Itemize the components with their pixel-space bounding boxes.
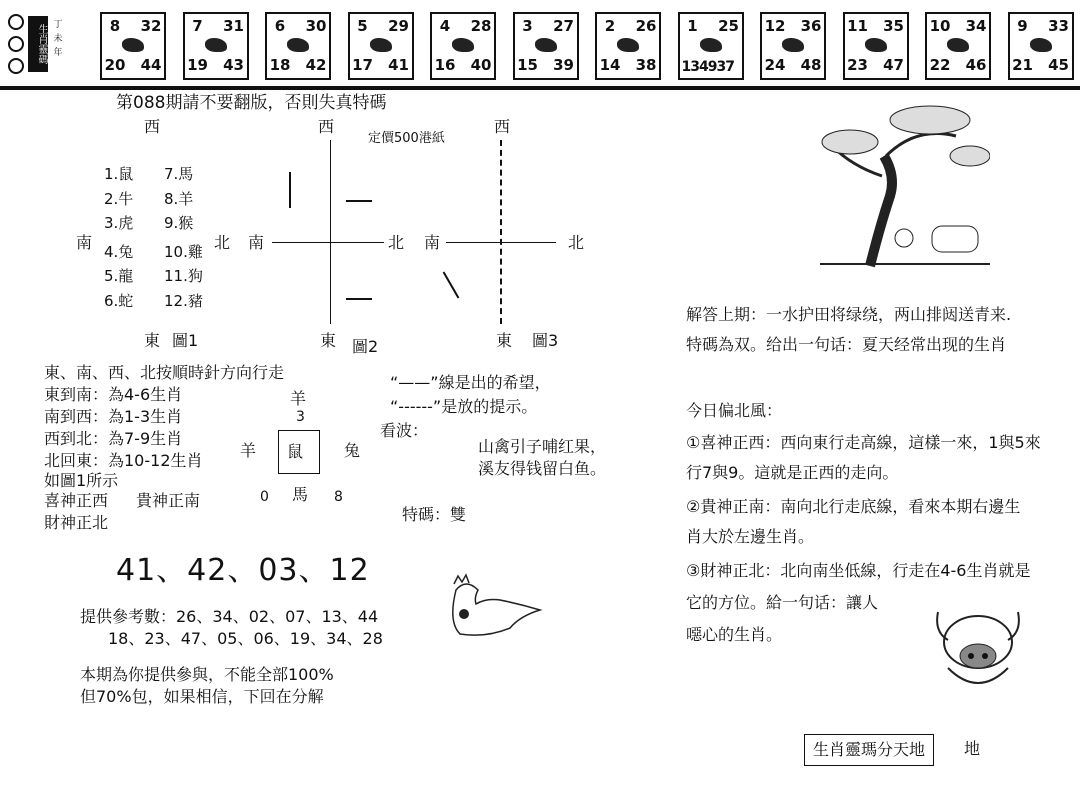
footer-brand: 生肖靈瑪分天地 — [804, 734, 934, 766]
zodiac-item: 5.龍 — [104, 267, 134, 285]
notice-text: 第088期請不要翻版，否則失真特碼 — [116, 93, 387, 113]
rule-line: 西到北：為7-9生肖 — [44, 429, 183, 448]
cell-number: 6 — [274, 17, 286, 35]
rule-line: 北回東：為10-12生肖 — [44, 451, 203, 470]
wind-line: 噁心的生肖。 — [686, 625, 783, 644]
zodiac-animal-icon — [287, 38, 309, 52]
cell-number: 41 — [388, 56, 409, 74]
fig1-north: 北 — [214, 233, 231, 252]
cell-number: 43 — [223, 56, 244, 74]
cell-number: 18 — [269, 56, 291, 74]
mini-right: 兔 — [344, 441, 361, 460]
kanbo-label: 看波： — [380, 421, 429, 440]
fig1-label: 圖1 — [172, 331, 199, 350]
wind-title: 今日偏北風： — [686, 401, 783, 420]
rule-line: 如圖1所示 — [44, 471, 119, 490]
cell-number: 10 — [929, 17, 951, 35]
answer-line: 解答上期：一水护田将绿绕，两山排闼送青来. — [686, 305, 1012, 324]
cell-number: 5 — [357, 17, 368, 35]
cell-number: 27 — [553, 17, 574, 35]
cell-number: 1 — [687, 17, 698, 35]
fig1-south: 南 — [76, 233, 93, 252]
zodiac-cell — [1008, 12, 1074, 80]
cell-number: 40 — [470, 56, 492, 74]
header-side-label: 生肖靈碼 — [28, 16, 48, 72]
cell-number: 33 — [1048, 17, 1069, 35]
zodiac-item: 4.兔 — [104, 242, 134, 261]
cell-number: 47 — [883, 56, 904, 74]
rule-line: 南到西：為1-3生肖 — [44, 407, 183, 426]
mini-top1: 羊 — [290, 389, 307, 408]
cell-number: 20 — [104, 56, 126, 74]
fig3-south: 南 — [424, 233, 441, 252]
ring-icon — [8, 14, 24, 30]
cell-number: 25 — [718, 17, 739, 35]
zodiac-animal-icon — [1030, 38, 1052, 52]
wind-line: ③財神正北：北向南坐低線，行走在4-6生肖就是 — [686, 561, 1031, 580]
mini-left: 羊 — [240, 441, 257, 460]
zodiac-item: 8.羊 — [164, 189, 194, 208]
wind-line: 行7與9。這就是正西的走向。 — [686, 463, 899, 482]
cell-number: 39 — [553, 56, 574, 74]
cell-number: 26 — [635, 17, 657, 35]
wind-line: 肖大於左邊生肖。 — [686, 527, 815, 546]
rule-line: 喜神正西 — [44, 491, 109, 510]
zodiac-cell — [430, 12, 496, 80]
zodiac-animal-icon — [617, 38, 639, 52]
cell-number: 15 — [517, 56, 538, 74]
zodiac-item: 2.牛 — [104, 189, 134, 208]
mini-center: 鼠 — [278, 430, 320, 474]
cell-number: 21 — [1012, 56, 1033, 74]
zodiac-animal-icon — [452, 38, 474, 52]
zodiac-animal-icon — [370, 38, 392, 52]
zodiac-cell — [595, 12, 661, 80]
cell-number: 38 — [635, 56, 657, 74]
fig2-east: 東 — [320, 331, 337, 350]
zodiac-animal-icon — [782, 38, 804, 52]
zodiac-cell — [100, 12, 166, 80]
cell-number: 12 — [764, 17, 786, 35]
zodiac-cell — [843, 12, 909, 80]
fig2-west: 西 — [318, 117, 335, 136]
zodiac-cell — [183, 12, 249, 80]
disclaimer: 本期為你提供參與，不能全部100% — [80, 665, 334, 684]
cell-number: 46 — [965, 56, 987, 74]
fig1-east: 東 — [144, 331, 161, 350]
mini-bottom3: 8 — [334, 489, 343, 505]
zodiac-cell — [348, 12, 414, 80]
cell-number: 14 — [599, 56, 621, 74]
cell-number: 9 — [1017, 17, 1028, 35]
zodiac-item: 9.猴 — [164, 214, 194, 232]
cell-number: 30 — [305, 17, 327, 35]
zodiac-animal-icon — [865, 38, 887, 52]
fig3-north: 北 — [568, 233, 585, 252]
rules-head: 東、南、西、北按順時針方向行走 — [44, 363, 285, 382]
answer-line: 特碼為双。给出一句话：夏天经常出现的生肖 — [686, 335, 1007, 354]
zodiac-animal-icon — [205, 38, 227, 52]
cell-number: 34 — [965, 17, 987, 35]
zodiac-animal-icon — [947, 38, 969, 52]
zodiac-item: 12.豬 — [164, 291, 203, 310]
cell-number: 23 — [847, 56, 868, 74]
wind-line: 它的方位。給一句话：讓人 — [686, 593, 879, 612]
fig2-north: 北 — [388, 233, 405, 252]
ring-icon — [8, 36, 24, 52]
fig2-south: 南 — [248, 233, 265, 252]
zodiac-animal-icon — [122, 38, 144, 52]
poem-line: 山禽引子哺红果， — [478, 437, 607, 456]
pig-illustration — [928, 602, 1028, 694]
zodiac-animal-icon — [700, 38, 722, 52]
cell-number: 24 — [764, 56, 786, 74]
zodiac-list — [104, 162, 214, 313]
cell-number: 48 — [800, 56, 822, 74]
cell-number-row: 134937 — [681, 59, 734, 75]
zodiac-cell — [265, 12, 331, 80]
cell-number: 45 — [1048, 56, 1069, 74]
cell-number: 31 — [223, 17, 244, 35]
cell-number: 2 — [604, 17, 616, 35]
zodiac-item: 7.馬 — [164, 165, 194, 183]
cell-number: 17 — [352, 56, 373, 74]
mini-bottom1: 0 — [260, 489, 269, 505]
cell-number: 42 — [305, 56, 327, 74]
legend-dashed: “------”是放的提示。 — [390, 397, 538, 416]
price-text: 定價500港紙 — [368, 131, 445, 146]
tree-illustration — [820, 96, 990, 268]
rule-line: 東到南：為4-6生肖 — [44, 385, 183, 404]
cell-number: 11 — [847, 17, 868, 35]
fig3-west: 西 — [494, 117, 511, 136]
fig3-east: 東 — [496, 331, 513, 350]
ref-numbers-row2: 18、23、47、05、06、19、34、28 — [108, 629, 383, 648]
zodiac-animal-icon — [535, 38, 557, 52]
wind-line: ①喜神正西：西向東行走高線，這樣一來，1與5來 — [686, 433, 1041, 452]
cell-number: 3 — [522, 17, 533, 35]
cell-number: 29 — [388, 17, 409, 35]
cell-number: 22 — [929, 56, 951, 74]
zodiac-item: 3.虎 — [104, 214, 134, 232]
zodiac-item: 1.鼠 — [104, 165, 134, 183]
zodiac-cell — [925, 12, 991, 80]
cell-number: 7 — [192, 17, 203, 35]
footer-suffix: 地 — [964, 739, 981, 758]
poem-line: 溪友得钱留白鱼。 — [478, 459, 607, 478]
zodiac-item: 11.狗 — [164, 267, 203, 285]
zodiac-cell — [760, 12, 826, 80]
mini-top2: 3 — [296, 409, 305, 425]
cell-number: 16 — [434, 56, 456, 74]
cell-number: 32 — [140, 17, 162, 35]
ref-numbers: 提供參考數：26、34、02、07、13、44 — [80, 607, 379, 626]
header-strip — [0, 0, 1080, 90]
main-numbers: 41、42、03、12 — [116, 553, 370, 588]
disclaimer: 但70%包，如果相信，下回在分解 — [80, 687, 324, 706]
rooster-illustration — [436, 570, 546, 650]
legend-solid: “——”線是出的希望， — [390, 373, 551, 392]
mini-bottom2: 馬 — [292, 485, 309, 504]
cell-number: 8 — [109, 17, 121, 35]
cell-number: 36 — [800, 17, 822, 35]
zodiac-cell — [678, 12, 744, 80]
fig3-label: 圖3 — [532, 331, 559, 350]
rule-line: 貴神正南 — [136, 491, 201, 510]
year-mark: 丁未年 — [53, 20, 63, 58]
cell-number: 28 — [470, 17, 492, 35]
zodiac-item: 10.雞 — [164, 242, 203, 261]
ring-icon — [8, 58, 24, 74]
fig2-label: 圖2 — [352, 337, 379, 356]
zodiac-cell — [513, 12, 579, 80]
fig1-west: 西 — [144, 117, 161, 136]
rule-line: 財神正北 — [44, 513, 109, 532]
wind-line: ②貴神正南：南向北行走底線，看來本期右邊生 — [686, 497, 1021, 516]
cell-number: 35 — [883, 17, 904, 35]
cell-number: 4 — [439, 17, 451, 35]
tema-text: 特碼：雙 — [402, 505, 467, 524]
zodiac-item: 6.蛇 — [104, 291, 134, 310]
cell-number: 44 — [140, 56, 162, 74]
cell-number: 19 — [187, 56, 208, 74]
